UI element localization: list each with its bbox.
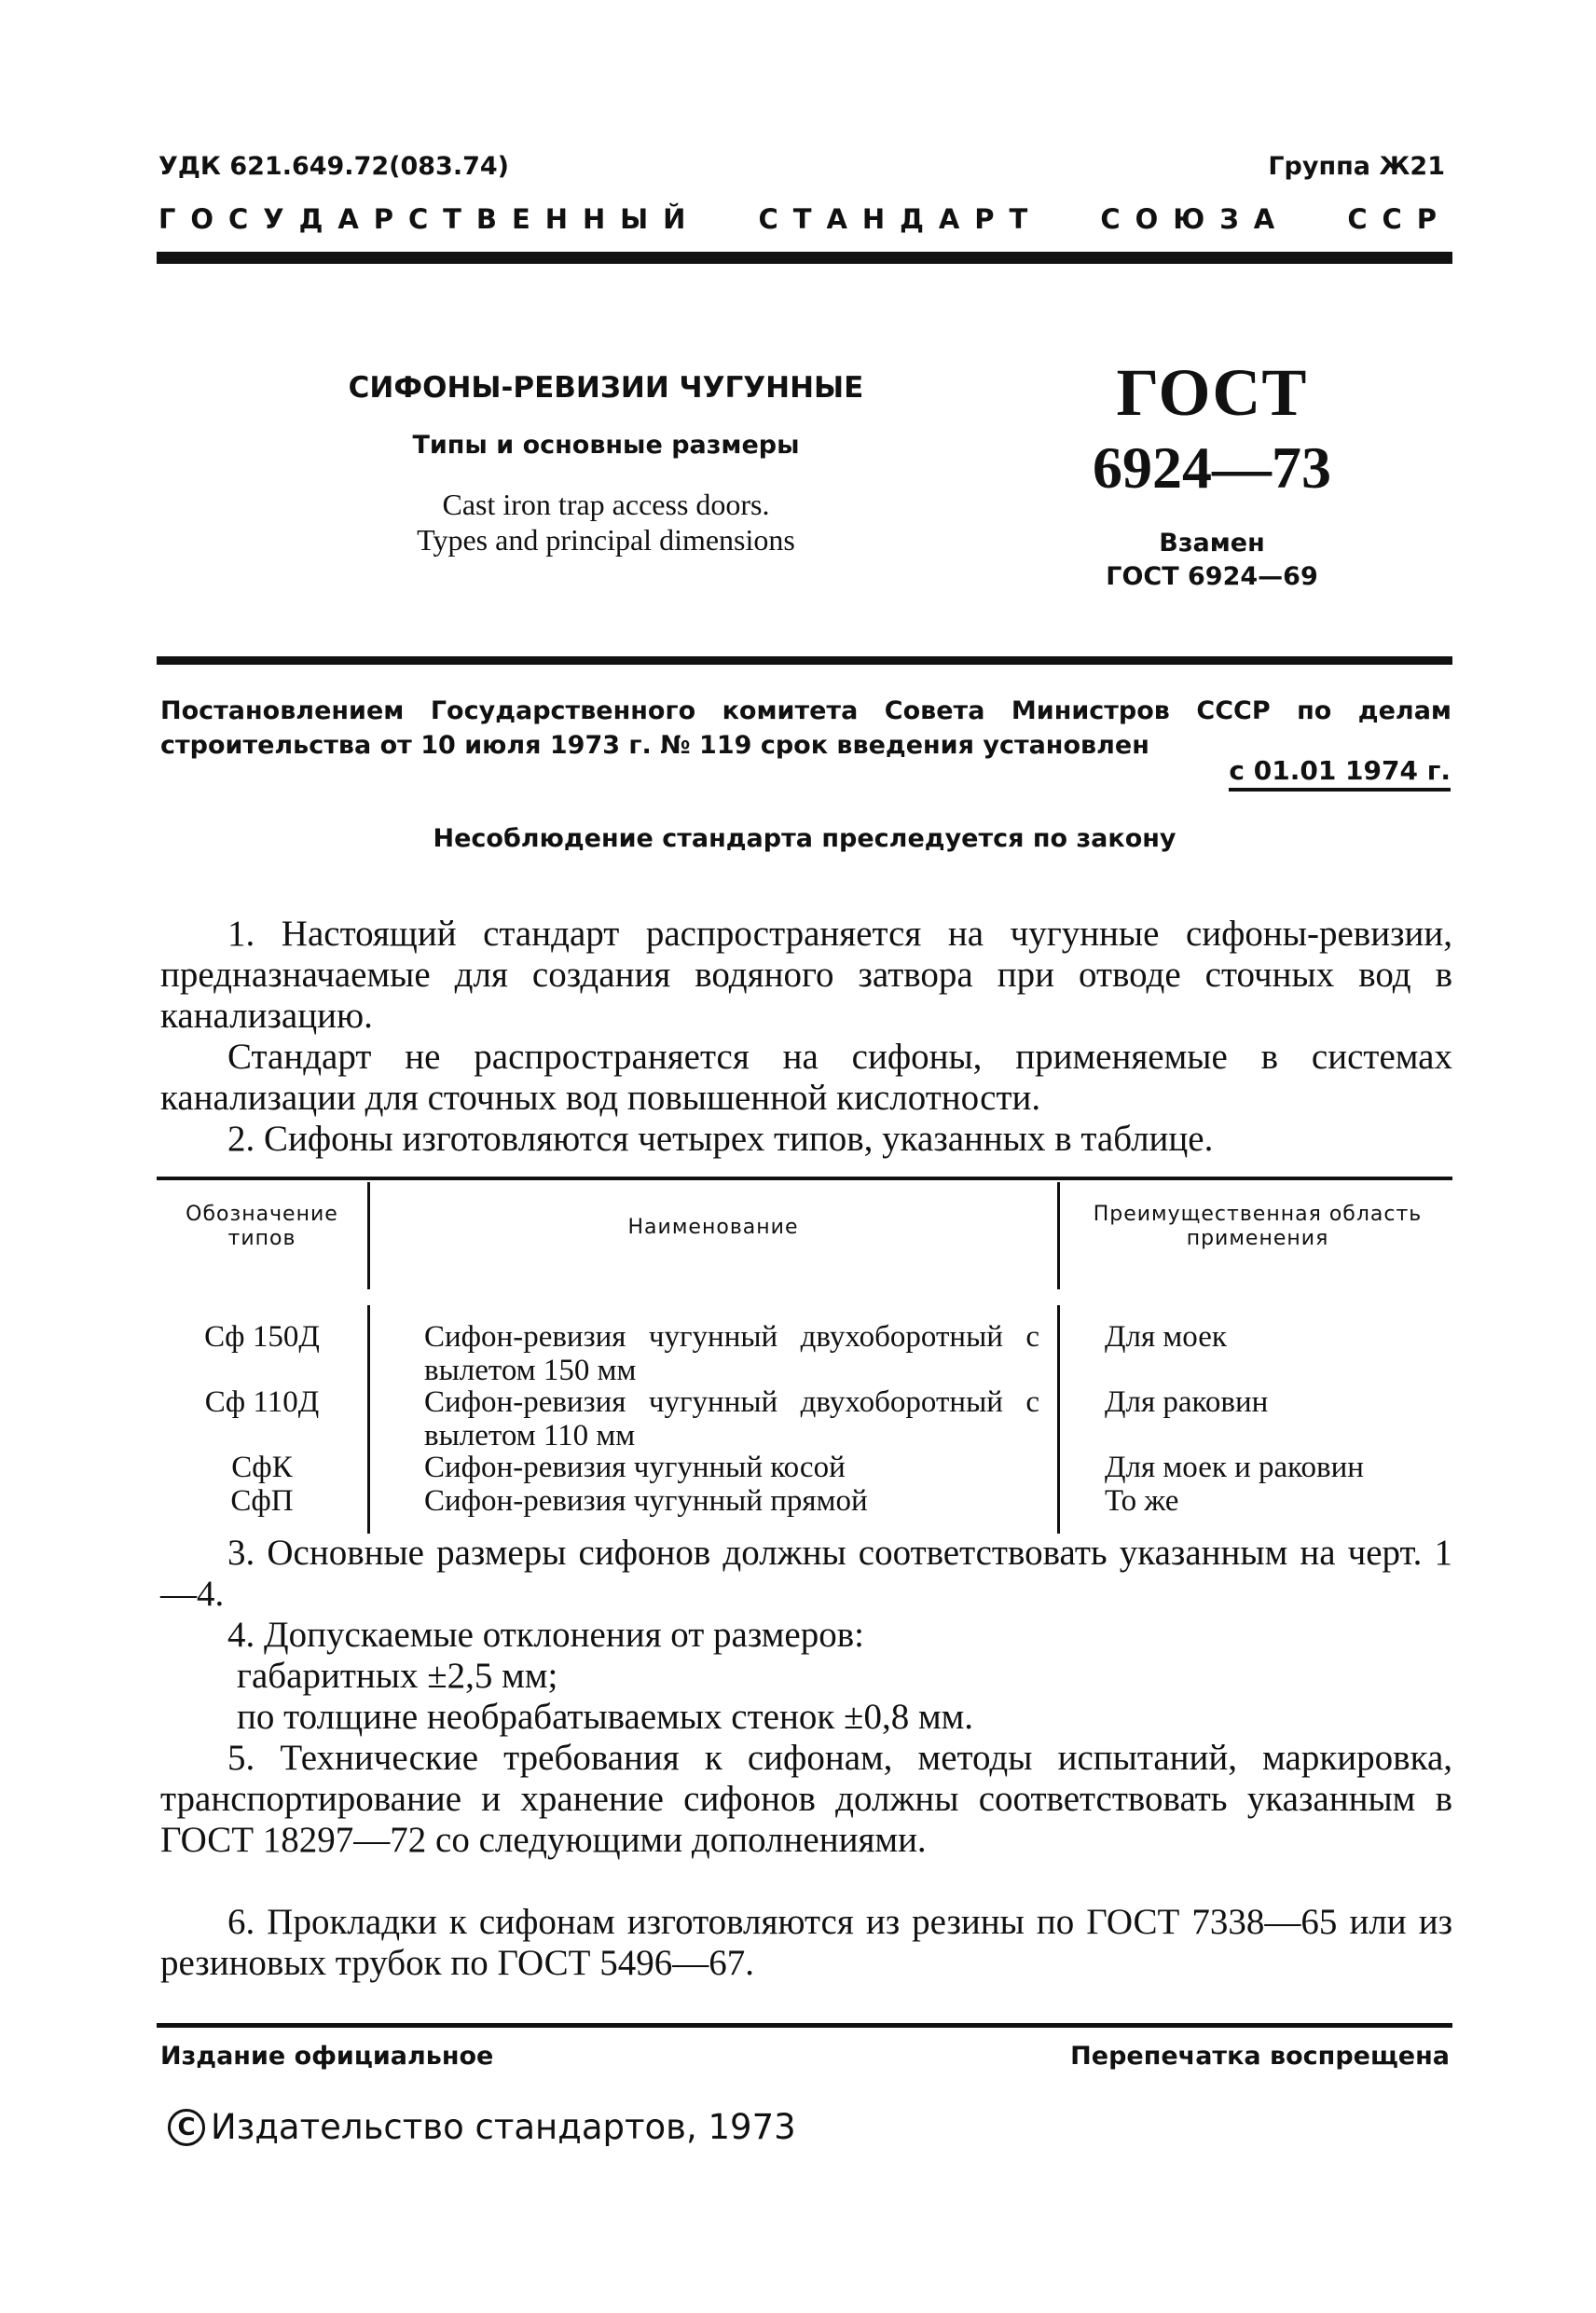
table-cell-use: Для моек <box>1105 1320 1227 1354</box>
reprint-notice: Перепечатка воспрещена <box>1070 2042 1450 2071</box>
table-cell-type: Сф 150Д <box>204 1320 320 1354</box>
paragraph-4a: габаритных ±2,5 мм; <box>237 1656 558 1696</box>
replaces-number: ГОСТ 6924—69 <box>1106 562 1318 591</box>
violation-notice: Несоблюдение стандарта преследуется по закону <box>433 824 1176 853</box>
header-use: Преимущественная область применения <box>1093 1203 1423 1250</box>
heading-word-3: СОЮЗА <box>1100 203 1290 235</box>
bottom-divider <box>157 2023 1452 2028</box>
udk-code: УДК 621.649.72(083.74) <box>158 152 510 181</box>
table-cell-type: СфП <box>230 1484 294 1518</box>
table-cell-name: Сифон-ревизия чугунный двухоборотный с вылетом 150 мм <box>424 1320 1039 1387</box>
middle-divider <box>157 656 1452 665</box>
english-title-line-2: Types and principal dimensions <box>417 523 795 557</box>
table-cell-use: Для моек и раковин <box>1105 1451 1364 1484</box>
table-cell-type: Сф 110Д <box>204 1385 320 1419</box>
english-title <box>308 487 904 558</box>
effective-date: с 01.01 1974 г. <box>1229 755 1451 792</box>
paragraph-6: 6. Прокладки к сифонам изготовляются из резины по ГОСТ 7338—65 или из резиновых трубок по ГОСТ 5496—67. <box>160 1902 1452 1983</box>
replaces-block <box>1072 527 1352 594</box>
header-name: Наименование <box>627 1216 799 1239</box>
table-cell-use: То же <box>1105 1484 1179 1518</box>
copyright-icon: C <box>168 2109 205 2146</box>
copyright-text: Издательство стандартов, 1973 <box>211 2107 796 2147</box>
paragraph-1: 1. Настоящий стандарт распространяется на чугунные сифоны-ревизии, предназначаемые для создания водяного затвора при отводе сточных вод в канализацию. <box>160 914 1452 1036</box>
paragraph-3: 3. Основные размеры сифонов должны соответствовать указанным на черт. 1—4. <box>160 1533 1452 1614</box>
gost-number: 6924—73 <box>1093 434 1331 501</box>
state-standard-heading <box>158 203 1452 235</box>
paragraph-1b: Стандарт не распространяется на сифоны, применяемые в системах канализации для сточных вод повышенной кислотности. <box>160 1037 1452 1118</box>
replaces-label: Взамен <box>1159 529 1265 558</box>
copyright-line <box>168 2107 796 2147</box>
gost-label: ГОСТ <box>1116 355 1308 430</box>
header-type: Обозначение типов <box>186 1203 338 1250</box>
table-cell-name: Сифон-ревизия чугунный двухоборотный с вылетом 110 мм <box>424 1385 1039 1453</box>
table-top-rule <box>157 1177 1452 1180</box>
english-title-line-1: Cast iron trap access doors. <box>442 488 770 521</box>
table-vline-1-body <box>367 1305 370 1534</box>
paragraph-4: 4. Допускаемые отклонения от размеров: <box>227 1615 864 1655</box>
document-title: СИФОНЫ-РЕВИЗИИ ЧУГУННЫЕ <box>348 371 864 405</box>
table-cell-use: Для раковин <box>1105 1385 1269 1419</box>
table-vline-2-head <box>1057 1182 1060 1289</box>
table-cell-type: СфК <box>231 1451 293 1484</box>
official-edition: Издание официальное <box>160 2042 494 2071</box>
table-cell-name: Сифон-ревизия чугунный прямой <box>424 1484 868 1518</box>
group-code: Группа Ж21 <box>1268 152 1445 181</box>
heading-word-4: ССР <box>1347 203 1452 235</box>
table-cell-name: Сифон-ревизия чугунный косой <box>424 1451 846 1484</box>
table-vline-2-body <box>1057 1305 1060 1534</box>
document-subtitle: Типы и основные размеры <box>412 431 800 460</box>
top-divider <box>157 252 1452 264</box>
decree-text: Постановлением Государственного комитета Совета Министров СССР по делам строительства от 10 июля 1973 г. № 119 срок введения установлен <box>160 696 1452 760</box>
heading-word-2: СТАНДАРТ <box>758 203 1043 235</box>
paragraph-5: 5. Технические требования к сифонам, методы испытаний, маркировка, транспортирование и хранение сифонов должны соответствовать указанным в ГОСТ 18297—72 со следующими дополнениями. <box>160 1738 1452 1860</box>
table-vline-1-head <box>367 1182 370 1289</box>
paragraph-4b: по толщине необрабатываемых стенок ±0,8 мм. <box>237 1697 974 1737</box>
paragraph-2: 2. Сифоны изготовляются четырех типов, указанных в таблице. <box>227 1119 1214 1159</box>
heading-word-1: ГОСУДАРСТВЕННЫЙ <box>158 203 701 235</box>
